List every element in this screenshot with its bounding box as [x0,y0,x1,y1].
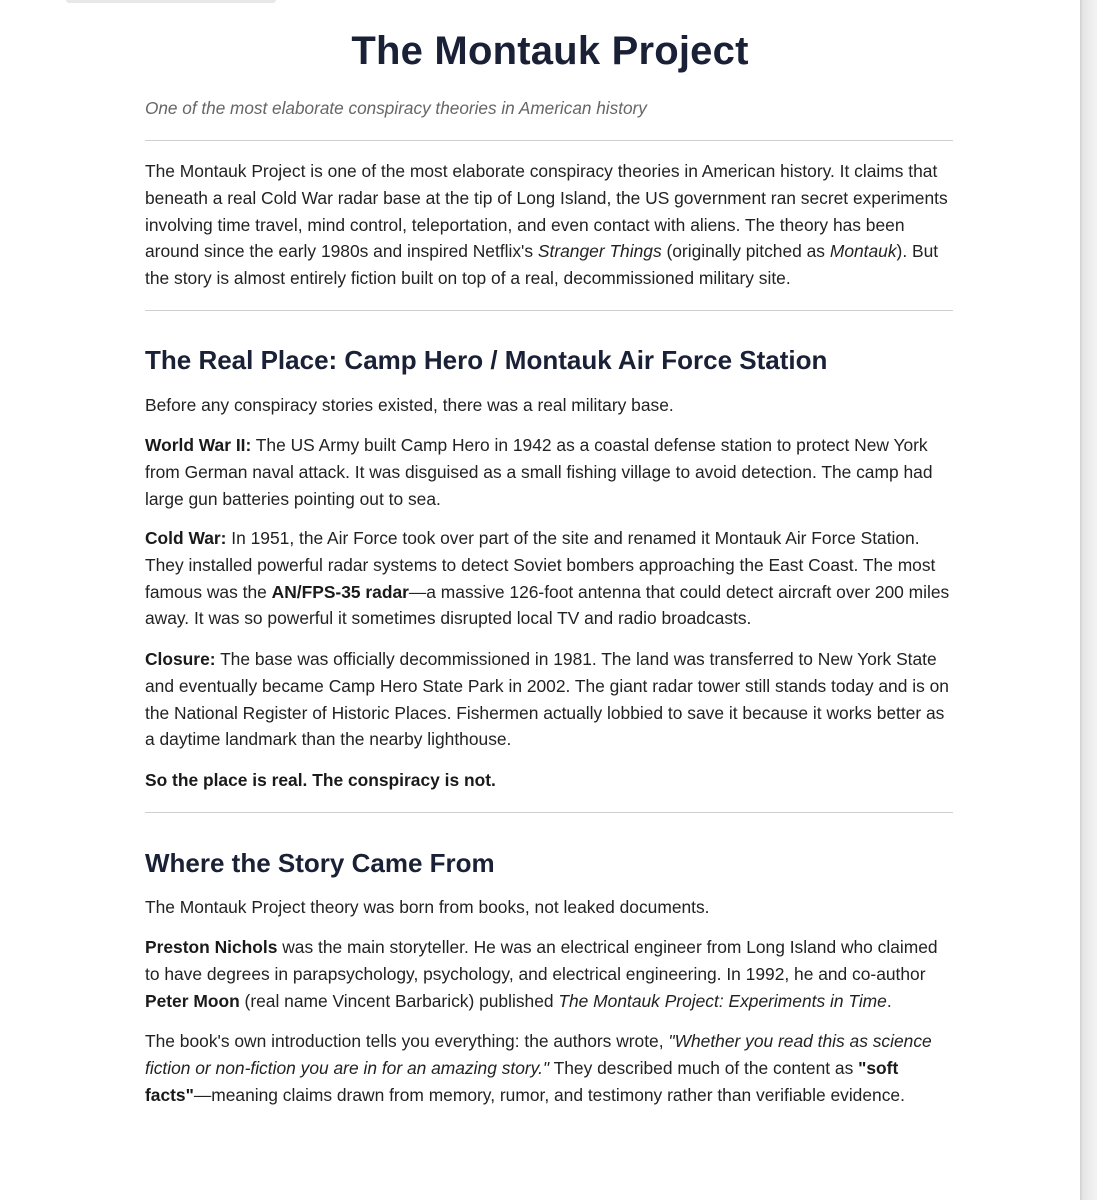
ww2-paragraph [145,432,955,512]
show-title: Stranger Things [537,241,662,262]
divider [145,310,953,311]
section-heading-story-origin: Where the Story Came From [145,848,495,878]
cold-war-text: —a massive 126-foot antenna that could detect aircraft over 200 miles away. It was so powerful it sometimes disrupted local TV and radio broadcasts. [145,581,950,629]
conclusion-text: So the place is real. The conspiracy is not. [145,770,496,790]
intro-text: ). But the story is almost entirely fiction built on top of a real, decommissioned military site. [145,241,939,289]
quote-text: —meaning claims drawn from memory, rumor, and testimony rather than verifiable evidence. [193,1084,905,1105]
closure-paragraph [145,646,955,753]
page-title: The Montauk Project [351,29,749,73]
ww2-text: The US Army built Camp Hero in 1942 as a coastal defense station to protect New York from German naval attack. It was disguised as a small fishing village to avoid detection. The camp had large gun batteries pointing out to sea. [145,435,933,509]
nichols-text: (real name Vincent Barbarick) published [239,990,559,1011]
page-edge-shadow [1080,0,1097,1200]
pitch-title: Montauk [829,241,897,262]
intro-text: (originally pitched as [661,241,830,262]
ww2-label: World War II: [145,435,252,455]
page-subtitle: One of the most elaborate conspiracy theories in American history [145,98,647,118]
soft-facts-term: "soft facts" [145,1057,899,1105]
radar-name: AN/FPS-35 radar [271,581,409,602]
book-quote: "Whether you read this as science fiction or non-fiction you are in for an amazing story." [145,1031,932,1078]
divider [145,140,953,141]
nichols-paragraph [145,934,955,1014]
cold-war-text: In 1951, the Air Force took over part of the site and renamed it Montauk Air Force Station. They installed powerful radar systems to detect Soviet bombers approaching the East Coast. The most famous was the [145,528,936,602]
coauthor-name: Peter Moon [145,990,240,1011]
real-place-lead: Before any conspiracy stories existed, there was a real military base. [145,395,674,415]
nichols-text: . [886,990,892,1011]
quote-text: The book's own introduction tells you everything: the authors wrote, [145,1031,669,1051]
cold-war-label: Cold War: [145,528,227,548]
introduction-quote-paragraph [145,1028,955,1108]
closure-text: The base was officially decommissioned in 1981. The land was transferred to New York State and eventually became Camp Hero State Park in 2002. The giant radar tower still stands today and is on the National Register of Historic Places. Fishermen actually lobbied to save it because it works better as a daytime landmark than the nearby lighthouse. [145,649,949,750]
section-heading-real-place: The Real Place: Camp Hero / Montauk Air Force Station [145,345,828,375]
cold-war-paragraph [145,525,955,632]
divider [145,812,953,813]
intro-text: The Montauk Project is one of the most elaborate conspiracy theories in American history. It claims that beneath a real Cold War radar base at the tip of Long Island, the US government ran secret experiments involving time travel, mind control, teleportation, and even contact with aliens. The theory has been around since the early 1980s and inspired Netflix's [145,161,948,262]
quote-text: They described much of the content as [549,1057,859,1078]
story-origin-lead: The Montauk Project theory was born from books, not leaked documents. [145,897,710,917]
intro-paragraph [145,158,955,292]
author-name: Preston Nichols [145,937,278,957]
real-place-conclusion [145,767,955,794]
book-title: The Montauk Project: Experiments in Time [558,990,887,1011]
closure-label: Closure: [145,649,216,669]
previous-page-edge [66,0,276,3]
nichols-text: was the main storyteller. He was an electrical engineer from Long Island who claimed to have degrees in parapsychology, psychology, and electrical engineering. In 1992, he and co-author [145,937,938,984]
